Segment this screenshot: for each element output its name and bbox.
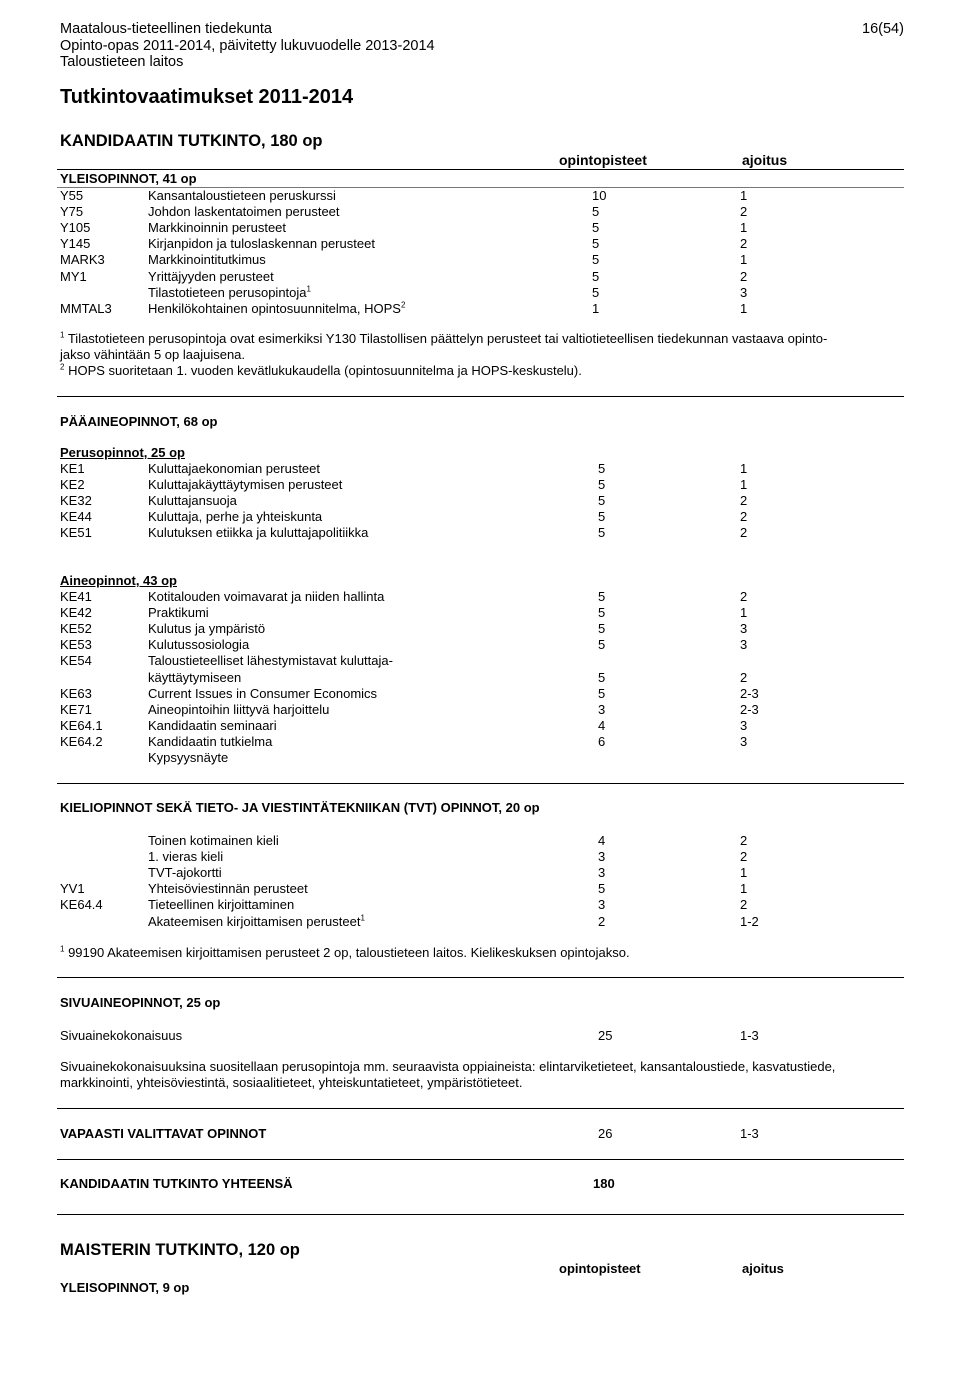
basic-studies-title: Perusopinnot, 25 op	[60, 445, 185, 460]
course-code: KE54	[60, 653, 92, 669]
language-studies-title: KIELIOPINNOT SEKÄ TIETO- JA VIESTINTÄTEKNIIKAN (TVT) OPINNOT, 20 op	[60, 800, 540, 815]
course-timing: 1	[740, 605, 748, 621]
department-name: Taloustieteen laitos	[60, 54, 184, 70]
course-name: Kandidaatin tutkielma	[148, 733, 273, 749]
course-name: Taloustieteelliset lähestymistavat kuluttaja-	[148, 653, 393, 669]
footnote-marker: 2	[400, 300, 406, 310]
section-rule	[57, 783, 904, 784]
course-credits: 5	[598, 477, 606, 493]
course-name: Kulutussosiologia	[148, 637, 250, 653]
course-name: Praktikumi	[148, 605, 209, 621]
course-credits: 5	[592, 236, 600, 252]
course-code: MARK3	[60, 252, 105, 268]
minor-credits: 25	[598, 1028, 613, 1043]
course-name: Aineopintoihin liittyvä harjoittelu	[148, 701, 330, 717]
course-timing: 3	[740, 717, 748, 733]
course-code: KE1	[60, 461, 85, 476]
course-name: Kuluttajakäyttäytymisen perusteet	[148, 477, 343, 493]
course-timing: 2	[740, 525, 748, 541]
course-name: Kandidaatin seminaari	[148, 717, 277, 733]
course-name: Kansantaloustieteen peruskurssi	[148, 188, 336, 203]
course-name: Current Issues in Consumer Economics	[148, 685, 378, 701]
course-code: KE63	[60, 685, 92, 701]
course-timing: 2-3	[740, 701, 759, 717]
course-credits: 6	[598, 733, 606, 749]
course-timing: 1	[740, 220, 748, 236]
course-credits: 5	[592, 220, 600, 236]
bachelor-title: KANDIDAATIN TUTKINTO, 180 op	[60, 132, 323, 150]
course-name: Tilastotieteen perusopintoja$^1$	[148, 284, 311, 300]
footnote-marker: 1	[306, 284, 311, 294]
course-credits: 5	[592, 252, 600, 268]
course-credits: 5	[598, 509, 606, 525]
course-name: Yrittäjyyden perusteet	[148, 268, 274, 284]
elective-row	[0, 1126, 960, 1144]
minor-studies-title: SIVUAINEOPINNOT, 25 op	[60, 995, 221, 1010]
course-credits: 3	[598, 849, 606, 865]
section-rule	[57, 1108, 904, 1109]
table-row	[0, 914, 960, 932]
col-timing-header: ajoitus	[742, 152, 788, 168]
minor-row	[0, 1028, 960, 1046]
minor-note-line2: markkinointi, yhteisöviestintä, sosiaalitieteet, yhteiskuntatieteet, ympäristötieteet.	[60, 1075, 523, 1090]
course-name: Akateemisen kirjoittamisen perusteet$^1$	[148, 913, 365, 929]
course-code: KE52	[60, 621, 92, 637]
course-timing: 1	[740, 252, 748, 268]
course-timing: 2	[740, 509, 748, 525]
section-rule	[57, 1214, 904, 1215]
footnote-2: $^2$ HOPS suoritetaan 1. vuoden kevätlukukaudella (opintosuunnitelma ja HOPS-keskustelu).	[60, 362, 582, 378]
section-rule	[57, 396, 904, 397]
course-name: Kirjanpidon ja tuloslaskennan perusteet	[148, 236, 375, 252]
course-timing: 3	[740, 621, 748, 637]
intermediate-studies-title: Aineopinnot, 43 op	[60, 573, 177, 588]
course-credits: 5	[598, 461, 606, 476]
course-code: KE64.2	[60, 733, 103, 749]
course-timing: 1	[740, 865, 748, 881]
course-credits: 3	[598, 701, 606, 717]
course-name: Johdon laskentatoimen perusteet	[148, 204, 340, 220]
course-credits: 1	[592, 300, 600, 316]
course-name: Henkilökohtainen opintosuunnitelma, HOPS$^2$	[148, 300, 406, 316]
course-code: Y145	[60, 236, 91, 252]
course-code: KE51	[60, 525, 92, 541]
minor-note-line1: Sivuainekokonaisuuksina suositellaan perusopintoja mm. seuraavista oppiaineista: elintarviketieteet, kansantaloustiede, kasvatustiede,	[60, 1059, 836, 1074]
total-row	[0, 1176, 960, 1194]
elective-credits: 26	[598, 1126, 613, 1141]
course-code: KE53	[60, 637, 92, 653]
course-timing: 2-3	[740, 685, 759, 701]
master-col-credits-header: opintopisteet	[559, 1261, 641, 1276]
header-rule	[57, 169, 904, 170]
course-timing: 2	[740, 849, 748, 865]
course-name: Kulutus ja ympäristö	[148, 621, 266, 637]
course-timing: 3	[740, 733, 748, 749]
page-title: Tutkintovaatimukset 2011-2014	[60, 86, 354, 108]
elective-title: VAPAASTI VALITTAVAT OPINNOT	[60, 1126, 267, 1141]
course-timing: 2	[740, 669, 748, 685]
course-name: Kypsyysnäyte	[148, 750, 229, 765]
total-title: KANDIDAATIN TUTKINTO YHTEENSÄ	[60, 1176, 293, 1191]
course-code: KE44	[60, 509, 92, 525]
course-timing: 1	[740, 881, 748, 897]
course-name: käyttäytymiseen	[148, 669, 242, 685]
master-general-title: YLEISOPINNOT, 9 op	[60, 1280, 190, 1295]
course-timing: 3	[740, 637, 748, 653]
language-footnote: $^1$ 99190 Akateemisen kirjoittamisen perusteet 2 op, taloustieteen laitos. Kielikeskuksen opintojakso.	[60, 944, 630, 960]
general-studies-title: YLEISOPINNOT, 41 op	[60, 171, 197, 186]
page-number: 16(54)	[862, 21, 904, 37]
course-credits: 5	[592, 204, 600, 220]
course-credits: 5	[592, 284, 600, 300]
footnote-marker: 1	[360, 913, 365, 923]
course-code: KE64.4	[60, 897, 103, 913]
course-credits: 5	[598, 685, 606, 701]
course-credits: 5	[598, 881, 606, 897]
course-name: Toinen kotimainen kieli	[148, 833, 279, 848]
course-name: Kulutuksen etiikka ja kuluttajapolitiikka	[148, 525, 369, 541]
course-code: KE42	[60, 605, 92, 621]
section-rule	[57, 1159, 904, 1160]
course-credits: 10	[592, 188, 607, 203]
course-name: Kuluttajaekonomian perusteet	[148, 461, 321, 476]
course-name: Kuluttaja, perhe ja yhteiskunta	[148, 509, 323, 525]
course-code: KE71	[60, 701, 92, 717]
master-col-timing-header: ajoitus	[742, 1261, 784, 1276]
elective-timing: 1-3	[740, 1126, 759, 1141]
course-code: KE41	[60, 589, 92, 604]
course-name: Tieteellinen kirjoittaminen	[148, 897, 295, 913]
course-credits: 4	[598, 717, 606, 733]
course-credits: 4	[598, 833, 606, 848]
course-credits: 5	[598, 621, 606, 637]
course-name: Kuluttajansuoja	[148, 493, 237, 509]
course-timing: 1	[740, 461, 748, 476]
course-code: Y105	[60, 220, 91, 236]
table-row	[0, 301, 960, 319]
course-timing: 2	[740, 268, 748, 284]
footnote-1: $^1$ Tilastotieteen perusopintoja ovat esimerkiksi Y130 Tilastollisen päättelyn perusteet tai valtiotieteellisen tiedekunnan vastaava opinto-	[60, 330, 828, 346]
major-studies-title: PÄÄAINEOPINNOT, 68 op	[60, 414, 218, 429]
total-credits: 180	[593, 1176, 615, 1191]
course-credits: 5	[598, 637, 606, 653]
course-credits: 5	[592, 268, 600, 284]
course-credits: 5	[598, 589, 606, 604]
course-timing: 2	[740, 236, 748, 252]
course-code: YV1	[60, 881, 85, 897]
course-timing: 1	[740, 188, 748, 203]
course-name: Kotitalouden voimavarat ja niiden hallinta	[148, 589, 385, 604]
course-credits: 5	[598, 605, 606, 621]
course-code: KE2	[60, 477, 85, 493]
course-code: MMTAL3	[60, 300, 112, 316]
course-timing: 2	[740, 833, 748, 848]
faculty-name: Maatalous-tieteellinen tiedekunta	[60, 21, 272, 37]
course-timing: 2	[740, 897, 748, 913]
course-timing: 1	[740, 300, 748, 316]
course-code: Y55	[60, 188, 84, 203]
course-code: KE32	[60, 493, 92, 509]
course-timing: 3	[740, 284, 748, 300]
minor-name: Sivuainekokonaisuus	[60, 1028, 183, 1043]
course-name: Yhteisöviestinnän perusteet	[148, 881, 308, 897]
course-timing: 2	[740, 493, 748, 509]
col-credits-header: opintopisteet	[559, 152, 647, 168]
course-timing: 2	[740, 204, 748, 220]
course-timing: 2	[740, 589, 748, 604]
course-code: Y75	[60, 204, 84, 220]
footnote-1-cont: jakso vähintään 5 op laajuisena.	[60, 347, 246, 362]
course-code: KE64.1	[60, 717, 103, 733]
course-credits: 3	[598, 865, 606, 881]
guide-title: Opinto-opas 2011-2014, päivitetty lukuvuodelle 2013-2014	[60, 38, 435, 54]
course-credits: 5	[598, 493, 606, 509]
course-credits: 5	[598, 525, 606, 541]
minor-timing: 1-3	[740, 1028, 759, 1043]
course-name: 1. vieras kieli	[148, 849, 224, 865]
course-credits: 2	[598, 913, 606, 929]
course-name: Markkinoinnin perusteet	[148, 220, 287, 236]
table-row	[0, 750, 960, 768]
master-title: MAISTERIN TUTKINTO, 120 op	[60, 1241, 300, 1259]
course-name: TVT-ajokortti	[148, 865, 222, 881]
section-rule	[57, 977, 904, 978]
course-name: Markkinointitutkimus	[148, 252, 266, 268]
course-credits: 5	[598, 669, 606, 685]
course-timing: 1-2	[740, 913, 759, 929]
course-timing: 1	[740, 477, 748, 493]
course-credits: 3	[598, 897, 606, 913]
table-row	[0, 525, 960, 543]
course-code: MY1	[60, 268, 87, 284]
